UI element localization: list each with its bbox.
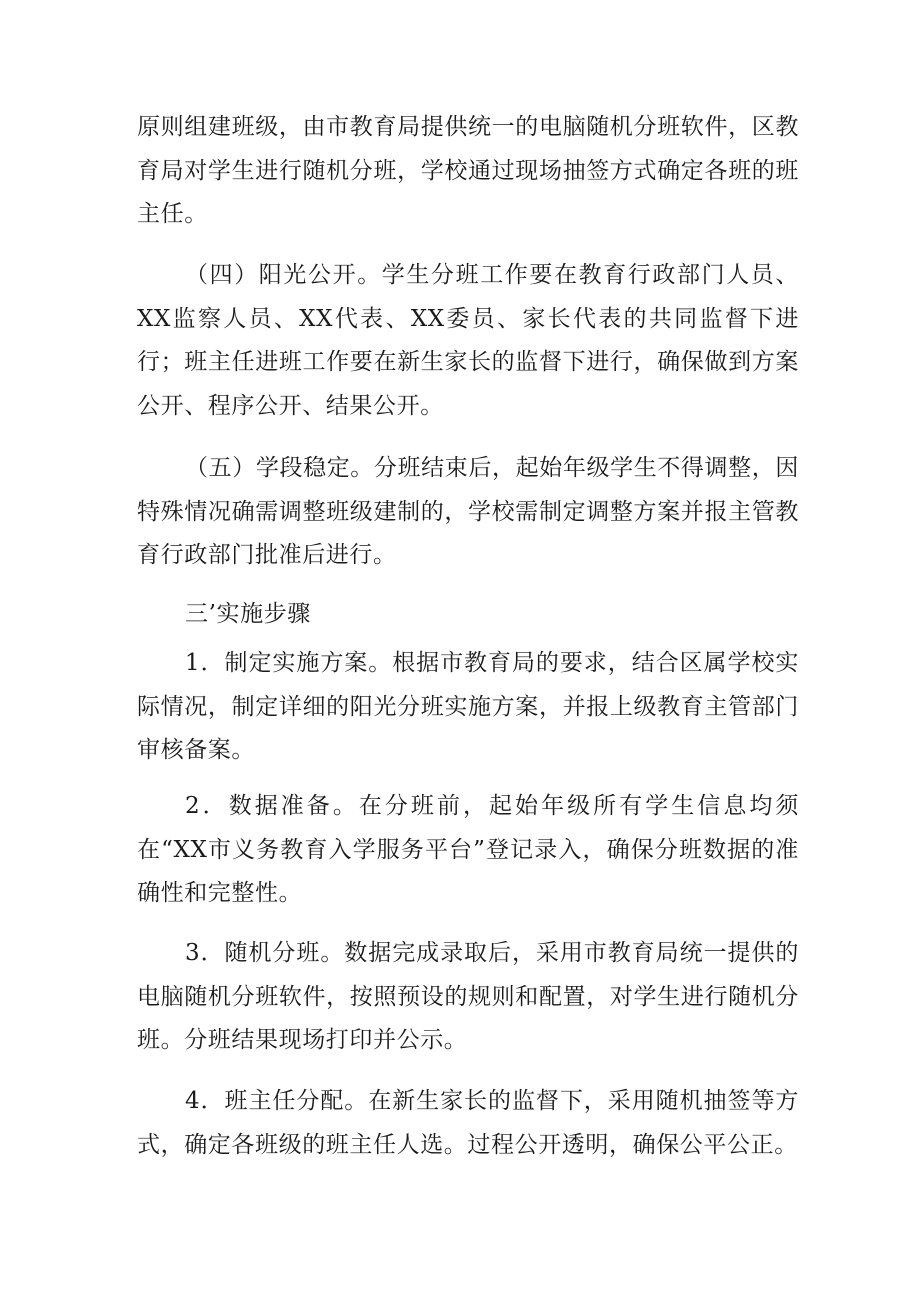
- paragraph-sunshine-open: （四）阳光公开。学生分班工作要在教育行政部门人员、XX监察人员、XX代表、XX委员、家长代表的共同监督下进行；班主任进班工作要在新生家长的监督下进行，确保做到方案公开、程序公开、结果公开。: [137, 262, 799, 419]
- paragraph-stable-stage: （五）学段稳定。分班结束后，起始年级学生不得调整，因特殊情况确需调整班级建制的，学校需制定调整方案并报主管教育行政部门批准后进行。: [137, 455, 799, 568]
- step-2-data-preparation: 2．数据准备。在分班前，起始年级所有学生信息均须在“XX市义务教育入学服务平台”登记录入，确保分班数据的准确性和完整性。: [137, 793, 799, 906]
- step-1-make-plan: 1．制定实施方案。根据市教育局的要求，结合区属学校实际情况，制定详细的阳光分班实施方案，并报上级教育主管部门审核备案。: [137, 650, 799, 763]
- step-4-head-teacher-assignment: 4．班主任分配。在新生家长的监督下，采用随机抽签等方式，确定各班级的班主任人选。过程公开透明，确保公平公正。: [137, 1088, 799, 1158]
- step-3-random-class-assignment: 3．随机分班。数据完成录取后，采用市教育局统一提供的电脑随机分班软件，按照预设的规则和配置，对学生进行随机分班。分班结果现场打印并公示。: [137, 940, 799, 1053]
- paragraph-continued-principle: 原则组建班级，由市教育局提供统一的电脑随机分班软件，区教育局对学生进行随机分班，学校通过现场抽签方式确定各班的班主任。: [137, 114, 799, 227]
- section-heading-implementation-steps: 三’实施步骤: [185, 601, 311, 627]
